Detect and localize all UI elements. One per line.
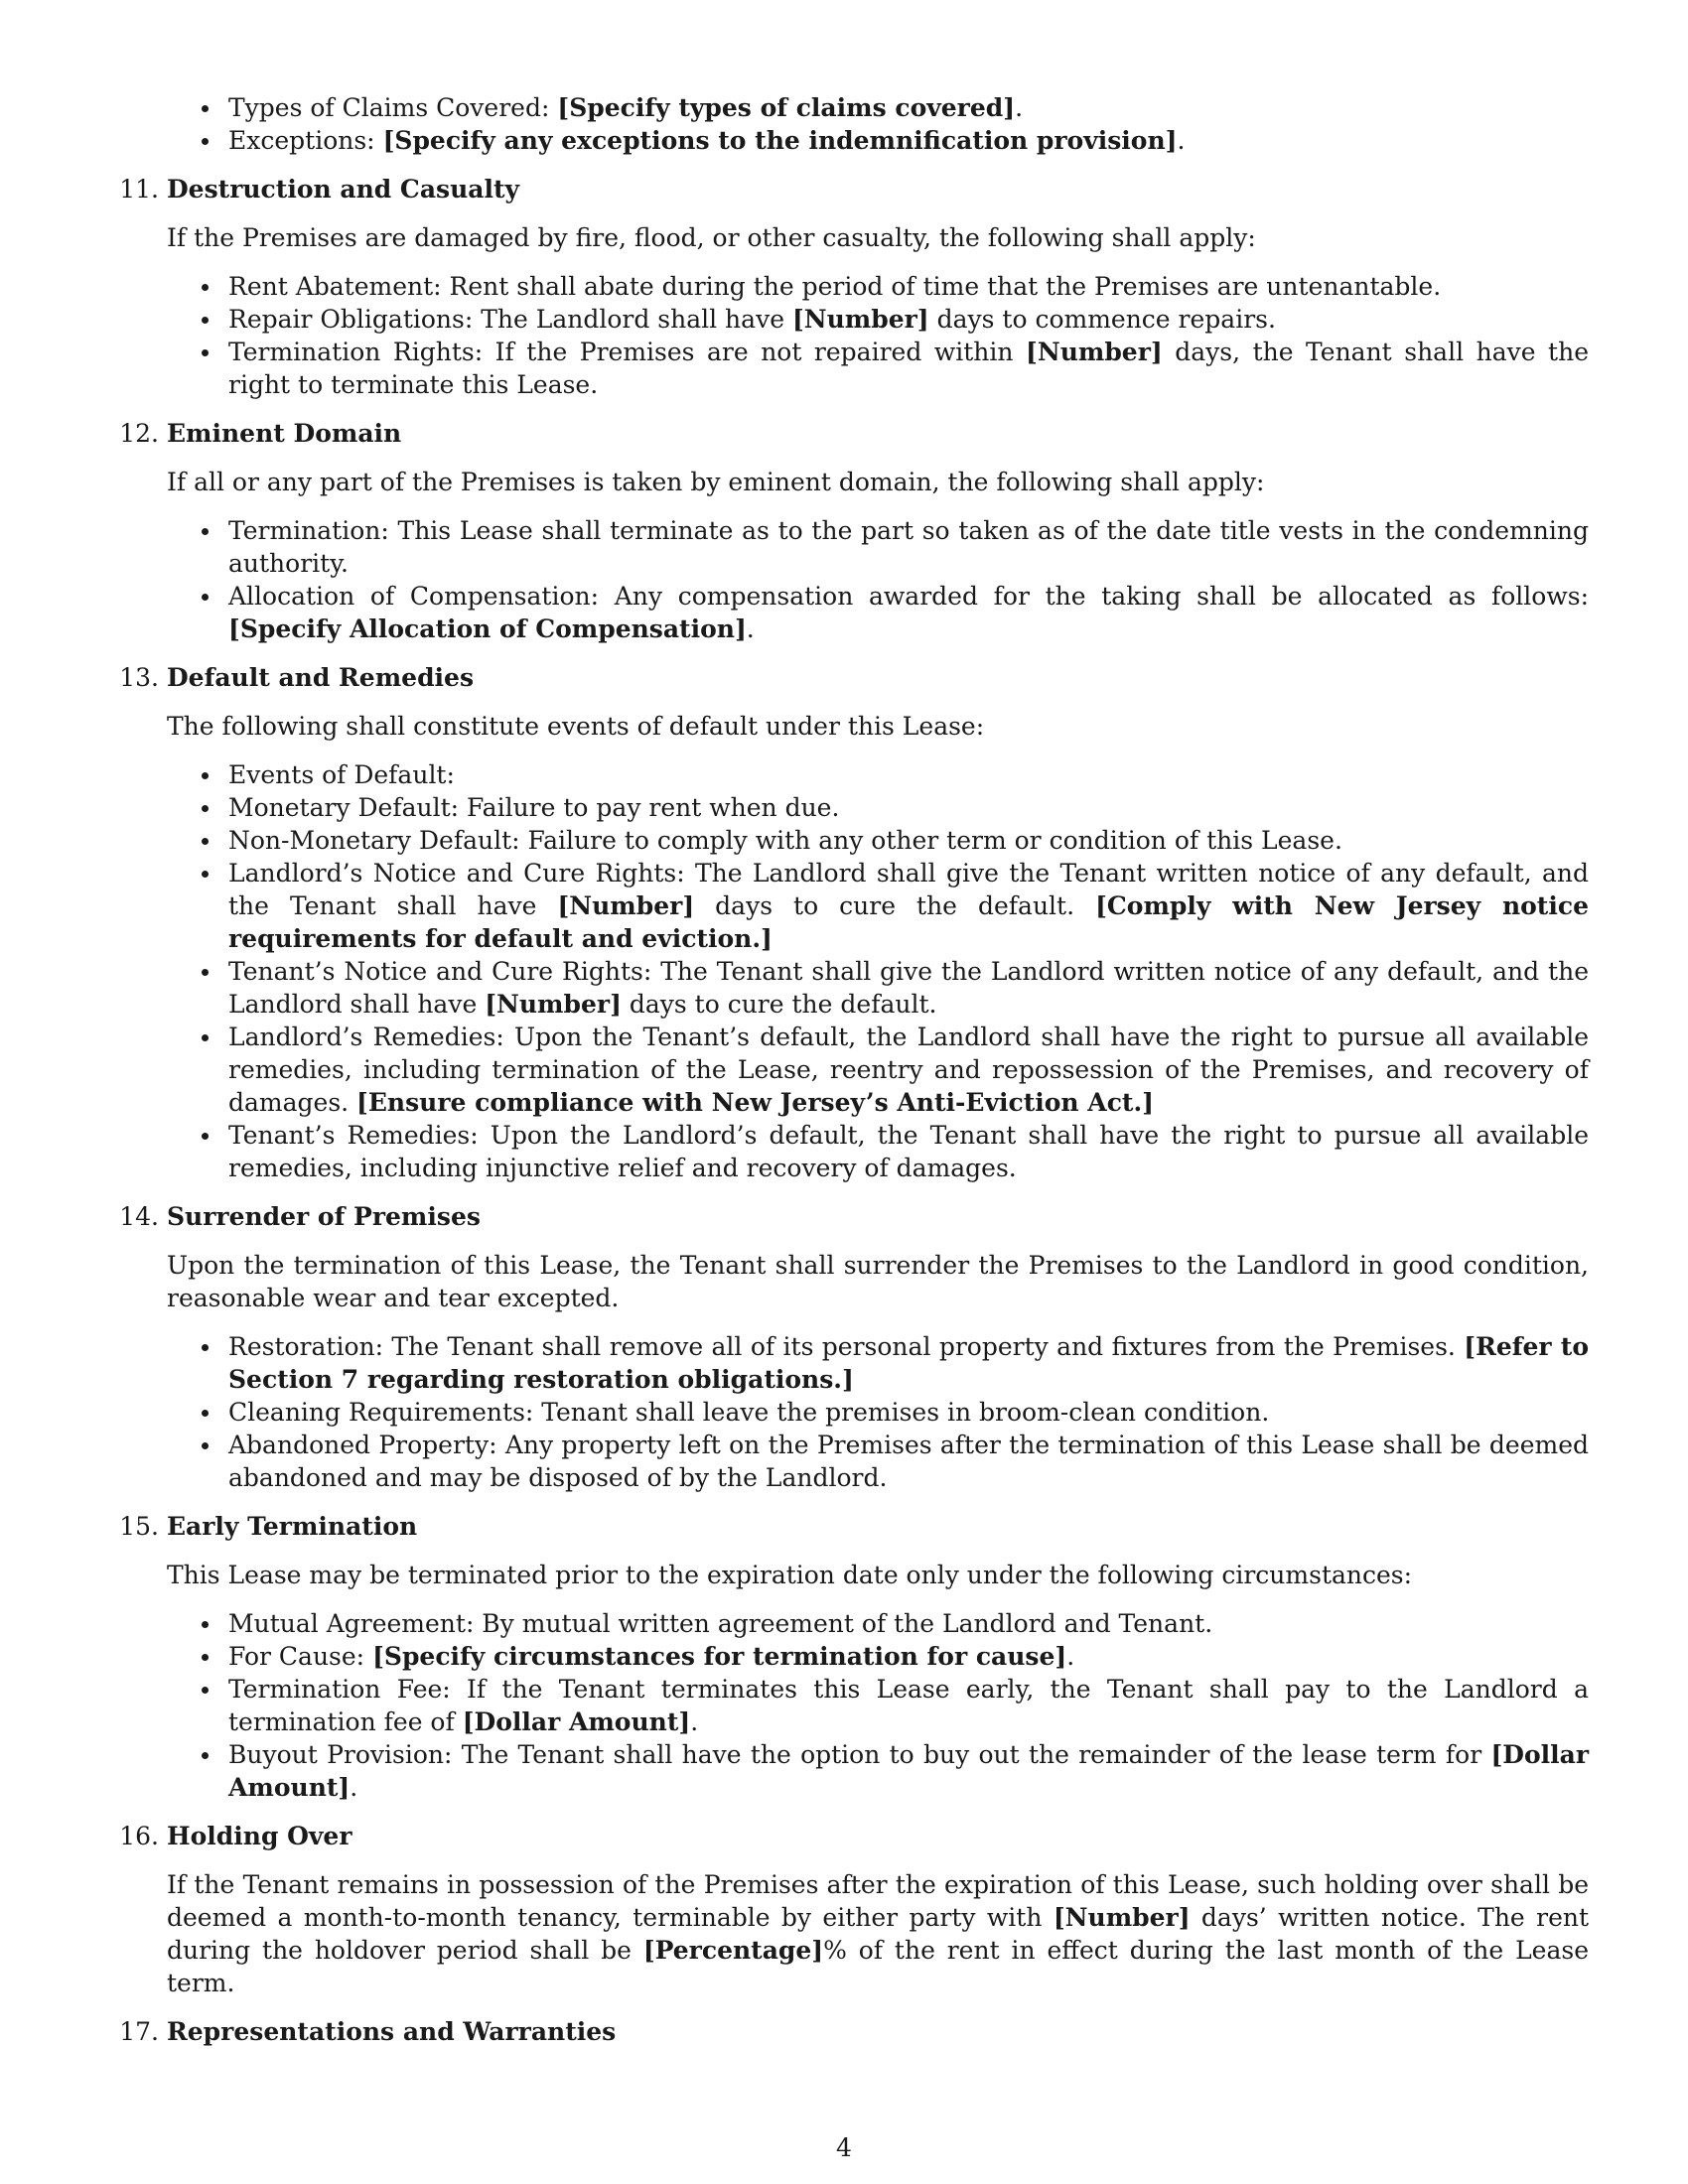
list-item-text: Abandoned Property: Any property left on the Premises after the termination of this Lease shall be deemed abandoned and may be disposed of by the Landlord. bbox=[228, 1431, 1589, 1492]
section-heading bbox=[119, 1200, 1589, 1233]
list-item-text: Allocation of Compensation: Any compensation awarded for the taking shall be allocated as follows: [Specify Allocation of Compensation]. bbox=[228, 582, 1589, 643]
bullet-dot bbox=[202, 1687, 209, 1694]
section-title: Destruction and Casualty bbox=[167, 175, 520, 204]
section-number: 16. bbox=[119, 1822, 159, 1850]
bullet-list bbox=[167, 1330, 1589, 1494]
list-item-text: Cleaning Requirements: Tenant shall leave the premises in broom-clean condition. bbox=[228, 1398, 1270, 1427]
list-item bbox=[167, 1396, 1589, 1429]
placeholder-text: [Specify types of claims covered] bbox=[557, 93, 1016, 122]
section-title: Surrender of Premises bbox=[167, 1202, 481, 1231]
section-title: Representations and Warranties bbox=[167, 2017, 617, 2046]
section-heading bbox=[119, 173, 1589, 205]
section-number: 15. bbox=[119, 1512, 159, 1541]
section-title: Early Termination bbox=[167, 1512, 418, 1541]
bullet-dot bbox=[202, 871, 209, 878]
list-item bbox=[167, 1429, 1589, 1494]
bullet-dot bbox=[202, 138, 209, 145]
list-item bbox=[167, 514, 1589, 580]
list-item bbox=[167, 270, 1589, 303]
section-number: 13. bbox=[119, 663, 159, 692]
bullet-dot bbox=[202, 1034, 209, 1041]
list-item-text: Restoration: The Tenant shall remove all of its personal property and fixtures from the Premises. [Refer to Section 7 regarding restoration obligations.] bbox=[228, 1332, 1589, 1394]
section-number: 17. bbox=[119, 2017, 159, 2046]
list-item-text: Tenant’s Notice and Cure Rights: The Tenant shall give the Landlord written notice of any default, and the Landlord shall have [Number] days to cure the default. bbox=[228, 957, 1589, 1019]
list-item-text: Termination Fee: If the Tenant terminates this Lease early, the Tenant shall pay to the Landlord a termination fee of [Dollar Amount]. bbox=[228, 1675, 1589, 1736]
page-number: 4 bbox=[836, 2133, 852, 2162]
list-item-text: Tenant’s Remedies: Upon the Landlord’s default, the Tenant shall have the right to pursue all available remedies, including injunctive relief and recovery of damages. bbox=[228, 1121, 1589, 1182]
section-paragraph: If the Premises are damaged by fire, flood, or other casualty, the following shall apply: bbox=[167, 223, 1256, 252]
section-heading bbox=[119, 417, 1589, 450]
list-item bbox=[167, 1330, 1589, 1396]
bullet-dot bbox=[202, 1752, 209, 1759]
bullet-list bbox=[167, 1607, 1589, 1804]
bullet-dot bbox=[202, 1621, 209, 1628]
bullet-dot bbox=[202, 1410, 209, 1417]
bullet-dot bbox=[202, 969, 209, 976]
list-item-text: Non-Monetary Default: Failure to comply with any other term or condition of this Lease. bbox=[228, 826, 1342, 855]
list-item bbox=[167, 824, 1589, 857]
list-item-label: Exceptions: bbox=[228, 126, 375, 155]
list-item-text: Repair Obligations: The Landlord shall have [Number] days to commence repairs. bbox=[228, 305, 1276, 334]
list-item bbox=[167, 758, 1589, 791]
bullet-dot bbox=[202, 838, 209, 845]
list-item-text: Monetary Default: Failure to pay rent when due. bbox=[228, 793, 840, 822]
section-title: Holding Over bbox=[167, 1822, 352, 1850]
list-item-tail: . bbox=[1177, 126, 1186, 155]
bullet-dot bbox=[202, 284, 209, 291]
list-item-text: Termination Rights: If the Premises are not repaired within [Number] days, the Tenant shall have the right to terminate this Lease. bbox=[228, 338, 1589, 399]
sections-container bbox=[119, 173, 1590, 2048]
section-16 bbox=[119, 1820, 1590, 1999]
bullet-dot bbox=[202, 1654, 209, 1661]
section-17 bbox=[119, 2015, 1589, 2048]
section-title: Default and Remedies bbox=[167, 663, 475, 692]
list-item-label: Types of Claims Covered: bbox=[228, 93, 550, 122]
section-number: 14. bbox=[119, 1202, 159, 1231]
list-item-text: For Cause: [Specify circumstances for termination for cause]. bbox=[228, 1642, 1075, 1671]
list-item-text: Events of Default: bbox=[228, 760, 455, 789]
bullet-dot bbox=[202, 594, 209, 601]
list-item-text: Buyout Provision: The Tenant shall have the option to buy out the remainder of the lease term for [Dollar Amount]. bbox=[228, 1740, 1589, 1802]
list-item bbox=[167, 336, 1589, 401]
bullet-dot bbox=[202, 1442, 209, 1449]
bullet-list bbox=[167, 514, 1589, 645]
list-item bbox=[167, 580, 1589, 645]
list-item bbox=[167, 1021, 1589, 1119]
section-heading bbox=[119, 661, 1589, 694]
list-item-text: Mutual Agreement: By mutual written agreement of the Landlord and Tenant. bbox=[228, 1609, 1213, 1638]
bullet-dot bbox=[202, 805, 209, 812]
list-item bbox=[167, 955, 1589, 1021]
section-paragraph: If the Tenant remains in possession of the Premises after the expiration of this Lease, such holding over shall be deemed a month-to-month tenancy, terminable by either party with [Number] days’ written notice. The rent during the holdover period shall be [Percentage]% of the rent in effect during the last month of the Lease term. bbox=[167, 1870, 1590, 1997]
list-item-tail: . bbox=[1015, 93, 1024, 122]
list-item bbox=[167, 1607, 1589, 1640]
bullet-dot bbox=[202, 1344, 209, 1351]
section-13 bbox=[119, 661, 1589, 1184]
section-heading bbox=[119, 2015, 1589, 2048]
list-item bbox=[167, 1119, 1589, 1184]
section-12 bbox=[119, 417, 1589, 645]
list-item bbox=[167, 91, 1589, 124]
list-item-text: Landlord’s Remedies: Upon the Tenant’s default, the Landlord shall have the right to pursue all available remedies, including termination of the Lease, reentry and repossession of the Premises, and recovery of damages. [Ensure compliance with New Jersey’s Anti-Eviction Act.] bbox=[228, 1023, 1589, 1117]
section-paragraph: The following shall constitute events of default under this Lease: bbox=[167, 712, 985, 741]
list-item bbox=[167, 1640, 1589, 1673]
bullet-dot bbox=[202, 528, 209, 535]
indemnification-bullet-list bbox=[167, 91, 1589, 157]
list-item bbox=[167, 1673, 1589, 1738]
bullet-list bbox=[167, 270, 1589, 401]
section-11 bbox=[119, 173, 1589, 401]
section-heading bbox=[119, 1510, 1589, 1543]
bullet-dot bbox=[202, 105, 209, 112]
list-item-text: Termination: This Lease shall terminate as to the part so taken as of the date title vests in the condemning authority. bbox=[228, 516, 1589, 578]
placeholder-text: [Specify any exceptions to the indemnification provision] bbox=[382, 126, 1178, 155]
section-14 bbox=[119, 1200, 1589, 1494]
bullet-dot bbox=[202, 317, 209, 324]
section-paragraph: This Lease may be terminated prior to the expiration date only under the following circumstances: bbox=[167, 1561, 1413, 1589]
list-item bbox=[167, 124, 1589, 157]
section-number: 12. bbox=[119, 419, 159, 448]
section-15 bbox=[119, 1510, 1589, 1804]
list-item bbox=[167, 857, 1589, 955]
bullet-dot bbox=[202, 1133, 209, 1140]
section-paragraph: If all or any part of the Premises is taken by eminent domain, the following shall apply: bbox=[167, 468, 1265, 496]
section-heading bbox=[119, 1820, 1589, 1852]
section-paragraph: Upon the termination of this Lease, the Tenant shall surrender the Premises to the Landlord in good condition, reasonable wear and tear excepted. bbox=[167, 1251, 1589, 1312]
bullet-dot bbox=[202, 349, 209, 356]
list-item bbox=[167, 1738, 1589, 1804]
list-item-text: Landlord’s Notice and Cure Rights: The Landlord shall give the Tenant written notice of any default, and the Tenant shall have [Number] days to cure the default. [Comply with New Jersey notice requirements for default and eviction.] bbox=[228, 859, 1589, 953]
list-item bbox=[167, 303, 1589, 336]
bullet-list bbox=[167, 758, 1589, 1184]
bullet-dot bbox=[202, 772, 209, 779]
section-title: Eminent Domain bbox=[167, 419, 402, 448]
list-item bbox=[167, 791, 1589, 824]
list-item-text: Rent Abatement: Rent shall abate during the period of time that the Premises are untenantable. bbox=[228, 272, 1442, 301]
section-number: 11. bbox=[119, 175, 159, 204]
page-content bbox=[119, 91, 1590, 2048]
